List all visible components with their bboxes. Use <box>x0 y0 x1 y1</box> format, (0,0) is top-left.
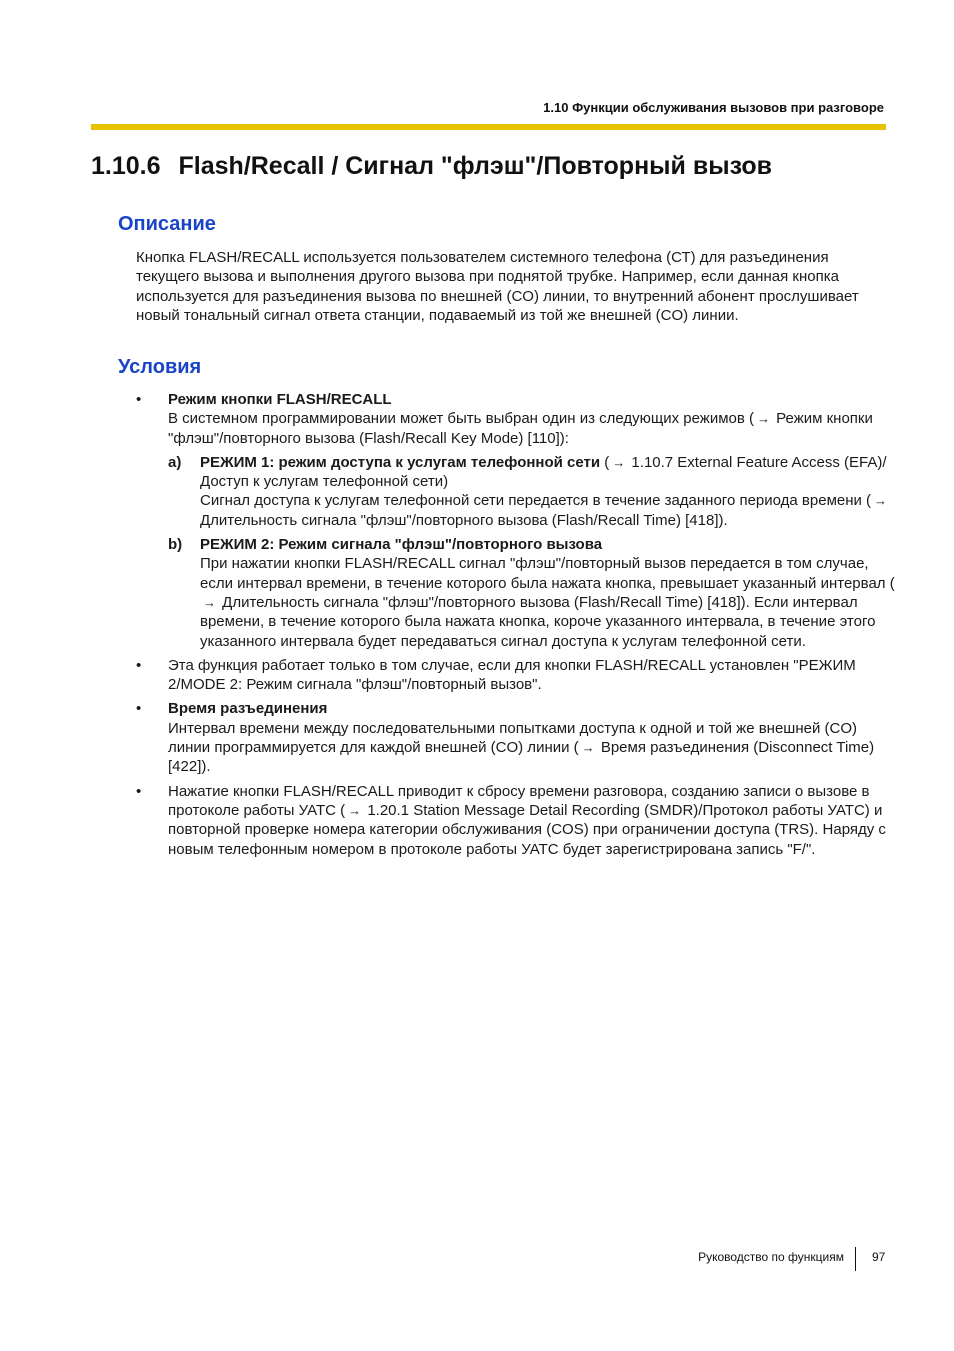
description-heading: Описание <box>118 213 216 235</box>
condition-title: Режим кнопки FLASH/RECALL <box>168 391 392 408</box>
arrow-right-icon: → <box>203 594 216 610</box>
list-marker: a) <box>168 453 182 471</box>
mode-2-title: РЕЖИМ 2: Режим сигнала "флэш"/повторного вызова <box>200 536 603 554</box>
section-title <box>91 152 772 181</box>
condition-item-flash-mode <box>136 390 896 651</box>
condition-title: Время разъединения <box>168 700 328 718</box>
bullet-icon: • <box>136 782 142 800</box>
arrow-right-icon: → <box>612 454 626 470</box>
mode-2-item: b) РЕЖИМ 2: Режим сигнала "флэш"/повторного вызова При нажатии кнопки FLASH/RECALL сигнал "флэш"/повторный вызов передается в том случае, если интервал времени, в течение которого была нажата кнопка, превышает указанный интервал (→ Длительность сигнала "флэш"/повторного вызова (Flash/Recall Time) [418]). Если интервал времени, в течение которого была нажата кнопка, короче указанного интервала, в течение этого указанного интервала будет передаваться сигнал доступа к услугам телефонной сети. <box>168 536 895 650</box>
section-number: 1.10.6 <box>91 152 161 180</box>
bullet-icon: • <box>136 700 142 718</box>
running-header: 1.10 Функции обслуживания вызовов при разговоре <box>543 100 884 115</box>
condition-text: Нажатие кнопки FLASH/RECALL приводит к сбросу времени разговора, созданию записи о вызове в протоколе работы УАТС ( → 1.20.1 Station Message Detail Recording (SMDR)/Протокол работы УАТС) и повторной проверке номера категории обслуживания (COS) при ограничении доступа (TRS). Наряду с новым телефонным номером в протоколе работы УАТС будет зарегистрирована запись "F/". <box>168 782 886 858</box>
condition-item-disconnect-time <box>136 699 896 776</box>
cross-reference: 1.10.7 External Feature Access (EFA)/Доступ к услугам телефонной сети) <box>200 453 887 491</box>
conditions-heading: Условия <box>118 356 202 378</box>
list-marker: b) <box>168 536 183 554</box>
header-rule <box>91 124 886 130</box>
bullet-icon: • <box>136 656 142 674</box>
page-number: 97 <box>872 1250 886 1264</box>
arrow-right-icon: → <box>757 411 771 427</box>
footer-divider <box>855 1247 856 1271</box>
bullet-icon: • <box>136 391 142 408</box>
arrow-right-icon: → <box>874 493 888 509</box>
condition-item-mode-2-only <box>136 656 896 695</box>
condition-text: Эта функция работает только в том случае, если для кнопки FLASH/RECALL установлен "РЕЖИМ 2/MODE 2: Режим сигнала "флэш"/повторный вызов". <box>168 656 856 694</box>
conditions-list <box>136 390 896 864</box>
arrow-right-icon: → <box>348 802 362 818</box>
condition-text: В системном программировании может быть выбран один из следующих режимов ( → Режим кнопки "флэш"/повторного вызова (Flash/Recall Key Mode) [110]): <box>168 410 873 447</box>
footer-manual-name: Руководство по функциям <box>698 1250 844 1264</box>
description-body: Кнопка FLASH/RECALL используется пользователем системного телефона (СТ) для разъединения текущего вызова и выполнения другого вызова при поднятой трубке. Например, если данная кнопка используется для разъединения вызова по внешней (CO) линии, то внутренний абонент прослушивает новый тональный сигнал ответа станции, подаваемый из той же внешней (CO) линии. <box>136 249 859 324</box>
mode-1-item: a) РЕЖИМ 1: режим доступа к услугам телефонной сети ( → 1.10.7 External Feature Access (EFA)/Доступ к услугам телефонной сети) Сигнал доступа к услугам телефонной сети передается в течение заданного периода времени ( → Длительность сигнала "флэш"/повторного вызова (Flash/Recall Time) [418]). <box>168 453 888 529</box>
section-title-text: Flash/Recall / Сигнал "флэш"/Повторный вызов <box>178 152 773 180</box>
condition-item-smdr <box>136 782 896 859</box>
arrow-right-icon: → <box>581 740 595 756</box>
condition-text: Интервал времени между последовательными попытками доступа к одной и той же внешней (CO) линии программируется для каждой внешней (CO) линии ( → Время разъединения (Disconnect Time) [422]). <box>168 719 875 776</box>
mode-1-title: РЕЖИМ 1: режим доступа к услугам телефонной сети <box>200 453 601 471</box>
